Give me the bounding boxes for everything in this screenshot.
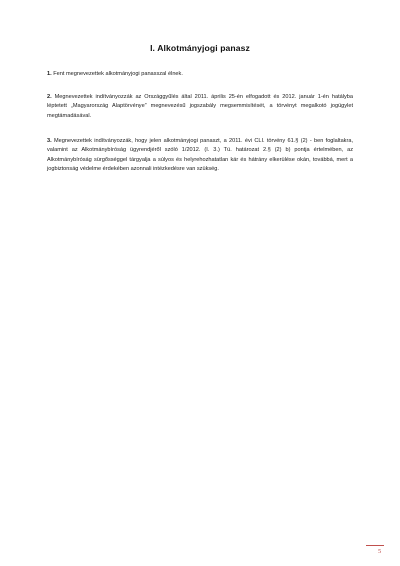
- footer-divider: [366, 545, 384, 546]
- paragraph-1: [47, 70, 353, 79]
- paragraph-text: Fent megnevezettek alkotmányjogi panasszal élnek.: [53, 71, 183, 77]
- paragraph-number: 1.: [47, 71, 52, 77]
- paragraph-number: 2.: [47, 94, 52, 100]
- paragraph-3: [47, 137, 353, 175]
- page-number: 5: [378, 548, 382, 555]
- paragraph-number: 3.: [47, 138, 52, 144]
- paragraph-text: Megnevezettek indítványozzák az Országgyűlés által 2011. április 25-én elfogadott és 2012. január 1-én hatályba léptetett „Magyarország Alaptörvénye” megnevezésű jogszabály megsemmisítését, a törvényt megalkotó jogügylet megtámadásával.: [47, 94, 353, 119]
- paragraph-2: [47, 93, 353, 121]
- section-title: I. Alkotmányjogi panasz: [150, 43, 250, 53]
- paragraph-text: Megnevezettek indítványozzák, hogy jelen alkotmányjogi panaszt, a 2011. évi CLI. törvény 61.§ (2) - ben foglaltakra, valamint az Alkotmánybíróság ügyrendjéről szóló 1/2012. (I. 3.) Tü. határozat 2.§ (2) b) pontja értelmében, az Alkotmánybíróság sürgősséggel tárgyalja a súlyos és helyrehozhatatlan kár és hátrány elkerülése okán, továbbá, mert a jogbiztonság védelme érdekében azonnali intézkedésre van szükség.: [47, 138, 354, 173]
